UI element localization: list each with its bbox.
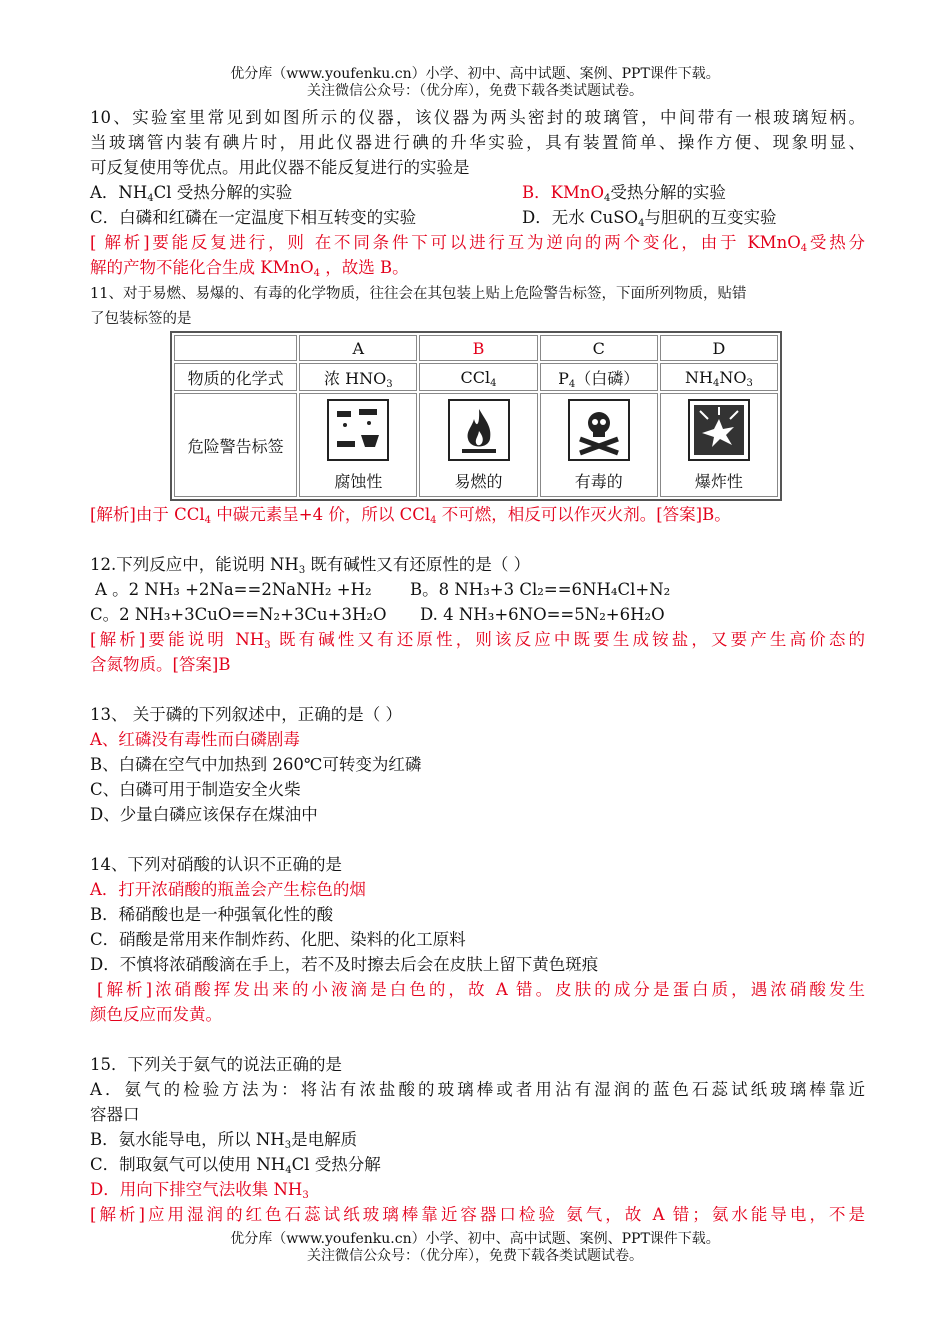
q11-analysis: [解析]由于 CCl$_4$ 中碳元素呈+4 价，所以 CCl$_4$ 不可燃，相反可以作灭火剂。[答案]B。 bbox=[90, 505, 731, 526]
formula-c: $P_4$（白磷） bbox=[540, 363, 658, 391]
q15-analysis: [解析]应用湿润的红色石蕊试纸玻璃棒靠近容器口检验 氨气，故 A 错；氨水能导电，不是 bbox=[90, 1205, 865, 1224]
flame-icon bbox=[448, 399, 510, 461]
q12-option-a: A 。2 NH₃ +2Na==2NaNH₂ +H₂ bbox=[95, 580, 372, 599]
q10-stem-1: 10、实验室里常见到如图所示的仪器，该仪器为两头密封的玻璃管，中间带有一根玻璃短柄。 bbox=[90, 108, 865, 127]
q15-option-a-2: 容器口 bbox=[90, 1105, 140, 1124]
q12-analysis-1: [解析]要能说明 $NH_3$ 既有碱性又有还原性，则该反应中既要生成铵盐，又要产生高价态的 bbox=[90, 630, 865, 651]
q10-option-a: A．$NH_4Cl$ 受热分解的实验 bbox=[90, 183, 293, 204]
q14-analysis-1: [解析]浓硝酸挥发出来的小液滴是白色的，故 A 错。皮肤的成分是蛋白质，遇浓硝酸发生 bbox=[97, 980, 865, 999]
q13-option-c: C、白磷可用于制造安全火柴 bbox=[90, 780, 301, 799]
q12-option-d: D. 4 NH₃+6NO==5N₂+6H₂O bbox=[420, 605, 665, 624]
col-header-b: B bbox=[419, 335, 537, 361]
hazard-label-d: 爆炸性 bbox=[694, 471, 743, 491]
header-line-1: 优分库（www.youfenku.cn）小学、初中、高中试题、案例、PPT课件下载。 bbox=[230, 66, 720, 82]
q14-option-d: D．不慎将浓硝酸滴在手上，若不及时擦去后会在皮肤上留下黄色斑痕 bbox=[90, 955, 599, 974]
q10-option-c: C．白磷和红磷在一定温度下相互转变的实验 bbox=[90, 208, 417, 227]
col-header-d: D bbox=[660, 335, 778, 361]
skull-crossbones-icon bbox=[568, 399, 630, 461]
q12-option-b: B。8 NH₃+3 Cl₂==6NH₄Cl+N₂ bbox=[410, 580, 671, 599]
q13-option-b: B、白磷在空气中加热到 260℃可转变为红磷 bbox=[90, 755, 422, 774]
q13-option-d: D、少量白磷应该保存在煤油中 bbox=[90, 805, 318, 824]
col-header-c: C bbox=[540, 335, 658, 361]
footer-line-1: 优分库（www.youfenku.cn）小学、初中、高中试题、案例、PPT课件下载。 bbox=[230, 1231, 720, 1247]
formula-d: $NH_4NO_3$ bbox=[660, 363, 778, 391]
q10-option-d: D．无水 CuSO$_4$与胆矾的互变实验 bbox=[522, 208, 777, 229]
explosion-icon bbox=[688, 399, 750, 461]
q12-stem: 12.下列反应中，能说明 $NH_3$ 既有碱性又有还原性的是（ ） bbox=[90, 555, 531, 576]
q13-option-a: A、红磷没有毒性而白磷剧毒 bbox=[90, 730, 300, 749]
corrosive-icon bbox=[327, 399, 389, 461]
q12-analysis-2: 含氮物质。[答案]B bbox=[90, 655, 231, 674]
col-header-a: A bbox=[299, 335, 417, 361]
q14-option-c: C．硝酸是常用来作制炸药、化肥、染料的化工原料 bbox=[90, 930, 466, 949]
q14-option-a: A．打开浓硝酸的瓶盖会产生棕色的烟 bbox=[90, 880, 366, 899]
row-label-hazard: 危险警告标签 bbox=[174, 393, 297, 497]
hazard-cell-c bbox=[540, 393, 658, 497]
formula-b: CCl$_4$ bbox=[419, 363, 537, 391]
hazard-cell-a bbox=[299, 393, 417, 497]
q10-analysis-2: 解的产物不能化合生成 KMnO$_4$ ，故选 B。 bbox=[90, 258, 409, 279]
q15-option-a-1: A．氨气的检验方法为：将沾有浓盐酸的玻璃棒或者用沾有湿润的蓝色石蕊试纸玻璃棒靠近 bbox=[90, 1080, 865, 1099]
table-corner bbox=[174, 335, 297, 361]
q10-stem-2: 当玻璃管内装有碘片时，用此仪器进行碘的升华实验，具有装置简单、操作方便、现象明显、 bbox=[90, 133, 865, 152]
q11-stem-2: 了包装标签的是 bbox=[90, 311, 192, 327]
q14-option-b: B．稀硝酸也是一种强氧化性的酸 bbox=[90, 905, 334, 924]
row-label-formula: 物质的化学式 bbox=[174, 363, 297, 391]
hazard-label-table bbox=[170, 331, 782, 501]
q10-analysis-1: [ 解析]要能反复进行，则 在不同条件下可以进行互为逆向的两个变化，由于 KMnO$_4$受热分 bbox=[90, 233, 866, 254]
header-line-2: 关注微信公众号：（优分库），免费下载各类试题试卷。 bbox=[307, 83, 643, 99]
q15-stem: 15．下列关于氨气的说法正确的是 bbox=[90, 1055, 342, 1074]
hazard-cell-d bbox=[660, 393, 778, 497]
q13-stem: 13、 关于磷的下列叙述中，正确的是（ ） bbox=[90, 705, 402, 724]
formula-a: 浓 $HNO_3$ bbox=[299, 363, 417, 391]
footer-line-2: 关注微信公众号：（优分库），免费下载各类试题试卷。 bbox=[307, 1248, 643, 1264]
q15-option-b: B．氨水能导电，所以 $NH_3$是电解质 bbox=[90, 1130, 358, 1151]
q14-analysis-2: 颜色反应而发黄。 bbox=[90, 1005, 222, 1024]
hazard-label-c: 有毒的 bbox=[574, 471, 623, 491]
q15-option-c: C．制取氨气可以使用 $NH_4Cl$ 受热分解 bbox=[90, 1155, 381, 1176]
q10-stem-3: 可反复使用等优点。用此仪器不能反复进行的实验是 bbox=[90, 158, 470, 177]
q12-option-c: C。2 NH₃+3CuO==N₂+3Cu+3H₂O bbox=[90, 605, 387, 624]
q10-option-b: B．KMnO$_4$受热分解的实验 bbox=[522, 183, 726, 204]
q15-option-d: D．用向下排空气法收集 $NH_3$ bbox=[90, 1180, 309, 1201]
hazard-label-a: 腐蚀性 bbox=[334, 471, 383, 491]
hazard-cell-b bbox=[419, 393, 537, 497]
q14-stem: 14、下列对硝酸的认识不正确的是 bbox=[90, 855, 342, 874]
q11-stem-1: 11、对于易燃、易爆的、有毒的化学物质，往往会在其包装上贴上危险警告标签，下面所列物质，贴错 bbox=[90, 286, 747, 302]
hazard-label-b: 易燃的 bbox=[454, 471, 503, 491]
